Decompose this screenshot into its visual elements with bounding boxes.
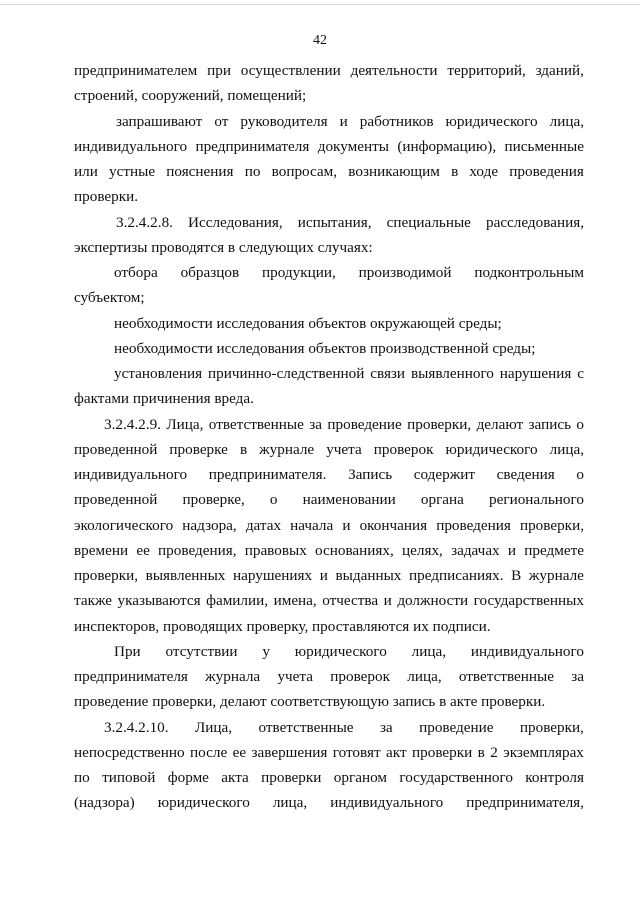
- text-line: [74, 715, 584, 740]
- word: за: [379, 718, 393, 736]
- text-line: строений, сооружений, помещений;: [74, 87, 307, 105]
- word: в: [477, 743, 485, 761]
- word: причинно-следственной: [208, 365, 365, 382]
- word: индивидуального: [74, 137, 188, 155]
- word: при: [207, 62, 231, 79]
- word: готовят: [332, 743, 381, 761]
- text-line: [74, 361, 584, 386]
- word: делают: [476, 415, 524, 433]
- word: ее: [136, 541, 150, 559]
- word: сведения: [496, 466, 555, 483]
- word: работников: [359, 112, 434, 130]
- text-line: необходимости исследования объектов окружающей среды;: [114, 314, 502, 332]
- word: учета: [277, 668, 313, 685]
- word: за: [571, 668, 584, 685]
- text-line: [74, 765, 584, 790]
- word: указываются: [117, 592, 201, 610]
- text-line: [74, 159, 584, 184]
- page-number: 42: [313, 33, 327, 48]
- word: ее: [232, 743, 247, 761]
- word: в: [451, 163, 459, 180]
- word: должности: [397, 592, 469, 610]
- word: Лица,: [166, 415, 204, 433]
- word: и: [339, 112, 348, 130]
- text-line: [74, 513, 584, 538]
- text-line: фактами причинения вреда.: [74, 390, 254, 408]
- word: ответственные: [458, 668, 554, 685]
- word: контроля: [525, 769, 584, 786]
- word: акт: [386, 743, 407, 761]
- body-text: [74, 58, 584, 816]
- word: индивидуального: [74, 466, 188, 483]
- word: предпринимателя,: [466, 794, 584, 812]
- word: учета: [326, 440, 362, 458]
- word: проведение: [327, 415, 402, 433]
- word: по: [74, 769, 90, 786]
- word: лица,: [411, 642, 447, 660]
- word: содержит: [413, 466, 475, 483]
- word: В: [511, 567, 522, 584]
- word: о: [576, 415, 584, 433]
- word: связи: [370, 365, 406, 382]
- word: запрашивают: [116, 112, 203, 130]
- word: государственных: [473, 592, 584, 610]
- word: ответственные: [208, 415, 304, 433]
- word: территорий,: [447, 62, 526, 79]
- word: и: [342, 516, 351, 534]
- word: юридического: [445, 112, 538, 130]
- word: предпринимателя.: [208, 466, 327, 483]
- word: за: [309, 415, 322, 433]
- word: непосредственно: [74, 743, 185, 761]
- word: датах: [245, 516, 282, 534]
- text-line: [74, 109, 584, 134]
- word: экземплярах: [503, 743, 584, 761]
- word: проверки,: [74, 567, 139, 584]
- word: государственного: [399, 769, 513, 786]
- word: правовых: [244, 541, 307, 559]
- word: в: [239, 440, 248, 458]
- word: и: [507, 541, 517, 559]
- word: форме: [167, 769, 209, 786]
- word: проверки,: [407, 415, 472, 433]
- text-line: [74, 260, 584, 285]
- text-line: [74, 487, 584, 512]
- word: о: [576, 466, 584, 483]
- word: отбора: [114, 264, 158, 281]
- word: продукции,: [262, 264, 336, 281]
- text-line: субъектом;: [74, 289, 145, 307]
- word: проверке: [169, 440, 228, 458]
- word: и: [383, 592, 392, 610]
- word: При: [114, 642, 141, 660]
- word: с: [577, 365, 584, 382]
- word: 2: [490, 743, 498, 761]
- top-border-line: [0, 4, 640, 5]
- word: (информацию),: [397, 137, 497, 155]
- word: 3.2.4.2.8.: [116, 213, 173, 231]
- word: типовой: [102, 769, 156, 786]
- word: акта: [221, 769, 249, 786]
- text-line: [74, 538, 584, 563]
- word: возникающим: [348, 163, 440, 180]
- word: лица,: [407, 668, 442, 685]
- word: проведения: [436, 516, 511, 534]
- text-line: [74, 58, 584, 83]
- word: юридического: [294, 642, 387, 660]
- word: (надзора): [74, 794, 135, 812]
- word: лица,: [549, 440, 584, 458]
- word: имена,: [273, 592, 317, 610]
- text-line: проверки.: [74, 188, 139, 206]
- word: расследования,: [485, 213, 584, 231]
- word: Лица,: [194, 718, 233, 736]
- text-line: [74, 462, 584, 487]
- word: также: [74, 592, 112, 610]
- word: основаниях,: [315, 541, 394, 559]
- text-line: [74, 740, 584, 765]
- word: органа: [420, 491, 464, 509]
- word: испытания,: [297, 213, 372, 231]
- word: ответственные: [258, 718, 354, 736]
- word: проверки: [261, 769, 322, 786]
- word: задачах: [451, 541, 500, 559]
- word: проведения,: [158, 541, 237, 559]
- word: нарушениях: [232, 567, 313, 584]
- word: лица,: [549, 112, 584, 130]
- word: времени: [74, 541, 129, 559]
- word: проверки,: [519, 718, 584, 736]
- word: запись: [528, 415, 571, 433]
- word: проведенной: [74, 440, 158, 458]
- text-line: [74, 639, 584, 664]
- word: пояснения: [166, 163, 234, 180]
- word: проведенной: [74, 491, 158, 509]
- word: начала: [290, 516, 334, 534]
- word: руководителя: [240, 112, 328, 130]
- word: нарушения: [499, 365, 572, 382]
- word: наименовании: [302, 491, 396, 509]
- text-line: [74, 588, 584, 613]
- word: органом: [333, 769, 387, 786]
- text-line: [74, 437, 584, 462]
- word: предпринимателя: [195, 137, 310, 155]
- text-line: [74, 412, 584, 437]
- word: зданий,: [535, 62, 584, 79]
- word: деятельности: [350, 62, 438, 79]
- text-line: экспертизы проводятся в следующих случаях:: [74, 238, 373, 256]
- word: журнале: [528, 567, 584, 584]
- word: отчества: [322, 592, 379, 610]
- word: регионального: [489, 491, 584, 509]
- word: и: [319, 567, 328, 584]
- word: журнале: [259, 440, 315, 458]
- text-line: проведение проверки, делают соответствующую запись в акте проверки.: [74, 693, 546, 711]
- word: экологического: [74, 516, 174, 534]
- word: письменные: [504, 137, 584, 155]
- word: устные: [109, 163, 156, 180]
- word: установления: [114, 365, 203, 382]
- word: выявленного: [410, 365, 494, 382]
- word: проведение: [419, 718, 494, 736]
- word: юридического: [157, 794, 250, 812]
- word: образцов: [180, 264, 240, 281]
- word: выданных: [335, 567, 402, 584]
- word: проведения: [509, 163, 584, 180]
- word: журнала: [205, 668, 261, 685]
- text-line: [74, 790, 584, 815]
- word: 3.2.4.2.9.: [104, 415, 161, 433]
- word: производимой: [358, 264, 452, 281]
- word: лица,: [272, 794, 308, 812]
- text-line: [74, 210, 584, 235]
- word: надзора,: [182, 516, 237, 534]
- word: фамилии,: [206, 592, 269, 610]
- word: предпринимателем: [74, 62, 198, 79]
- word: осуществлении: [240, 62, 341, 79]
- word: индивидуального: [470, 642, 584, 660]
- text-line: [74, 134, 584, 159]
- word: проверки: [412, 743, 473, 761]
- word: документы: [317, 137, 389, 155]
- word: юридического: [445, 440, 538, 458]
- word: завершения: [251, 743, 328, 761]
- word: подконтрольным: [474, 264, 584, 281]
- word: проверке,: [182, 491, 245, 509]
- word: предмете: [524, 541, 584, 559]
- word: целях,: [402, 541, 443, 559]
- text-line: [74, 563, 584, 588]
- word: предписаниях.: [409, 567, 504, 584]
- word: отсутствии: [165, 642, 238, 660]
- text-line: [74, 664, 584, 689]
- word: от: [214, 112, 229, 130]
- word: или: [74, 163, 98, 180]
- word: по: [244, 163, 261, 180]
- word: проверок: [373, 440, 434, 458]
- word: индивидуального: [330, 794, 444, 812]
- word: у: [262, 642, 270, 660]
- word: выявленных: [145, 567, 226, 584]
- word: Исследования,: [188, 213, 283, 231]
- word: проверок: [330, 668, 390, 685]
- word: ходе: [469, 163, 499, 180]
- word: предпринимателя: [74, 668, 188, 685]
- text-line: инспекторов, проводящих проверку, проставляются их подписи.: [74, 617, 491, 635]
- word: окончания: [359, 516, 428, 534]
- word: 3.2.4.2.10.: [104, 718, 169, 736]
- word: проверки,: [519, 516, 584, 534]
- word: после: [190, 743, 228, 761]
- word: Запись: [348, 466, 393, 483]
- word: специальные: [386, 213, 471, 231]
- word: вопросам,: [271, 163, 338, 180]
- text-line: необходимости исследования объектов производственной среды;: [114, 339, 536, 357]
- word: о: [269, 491, 278, 509]
